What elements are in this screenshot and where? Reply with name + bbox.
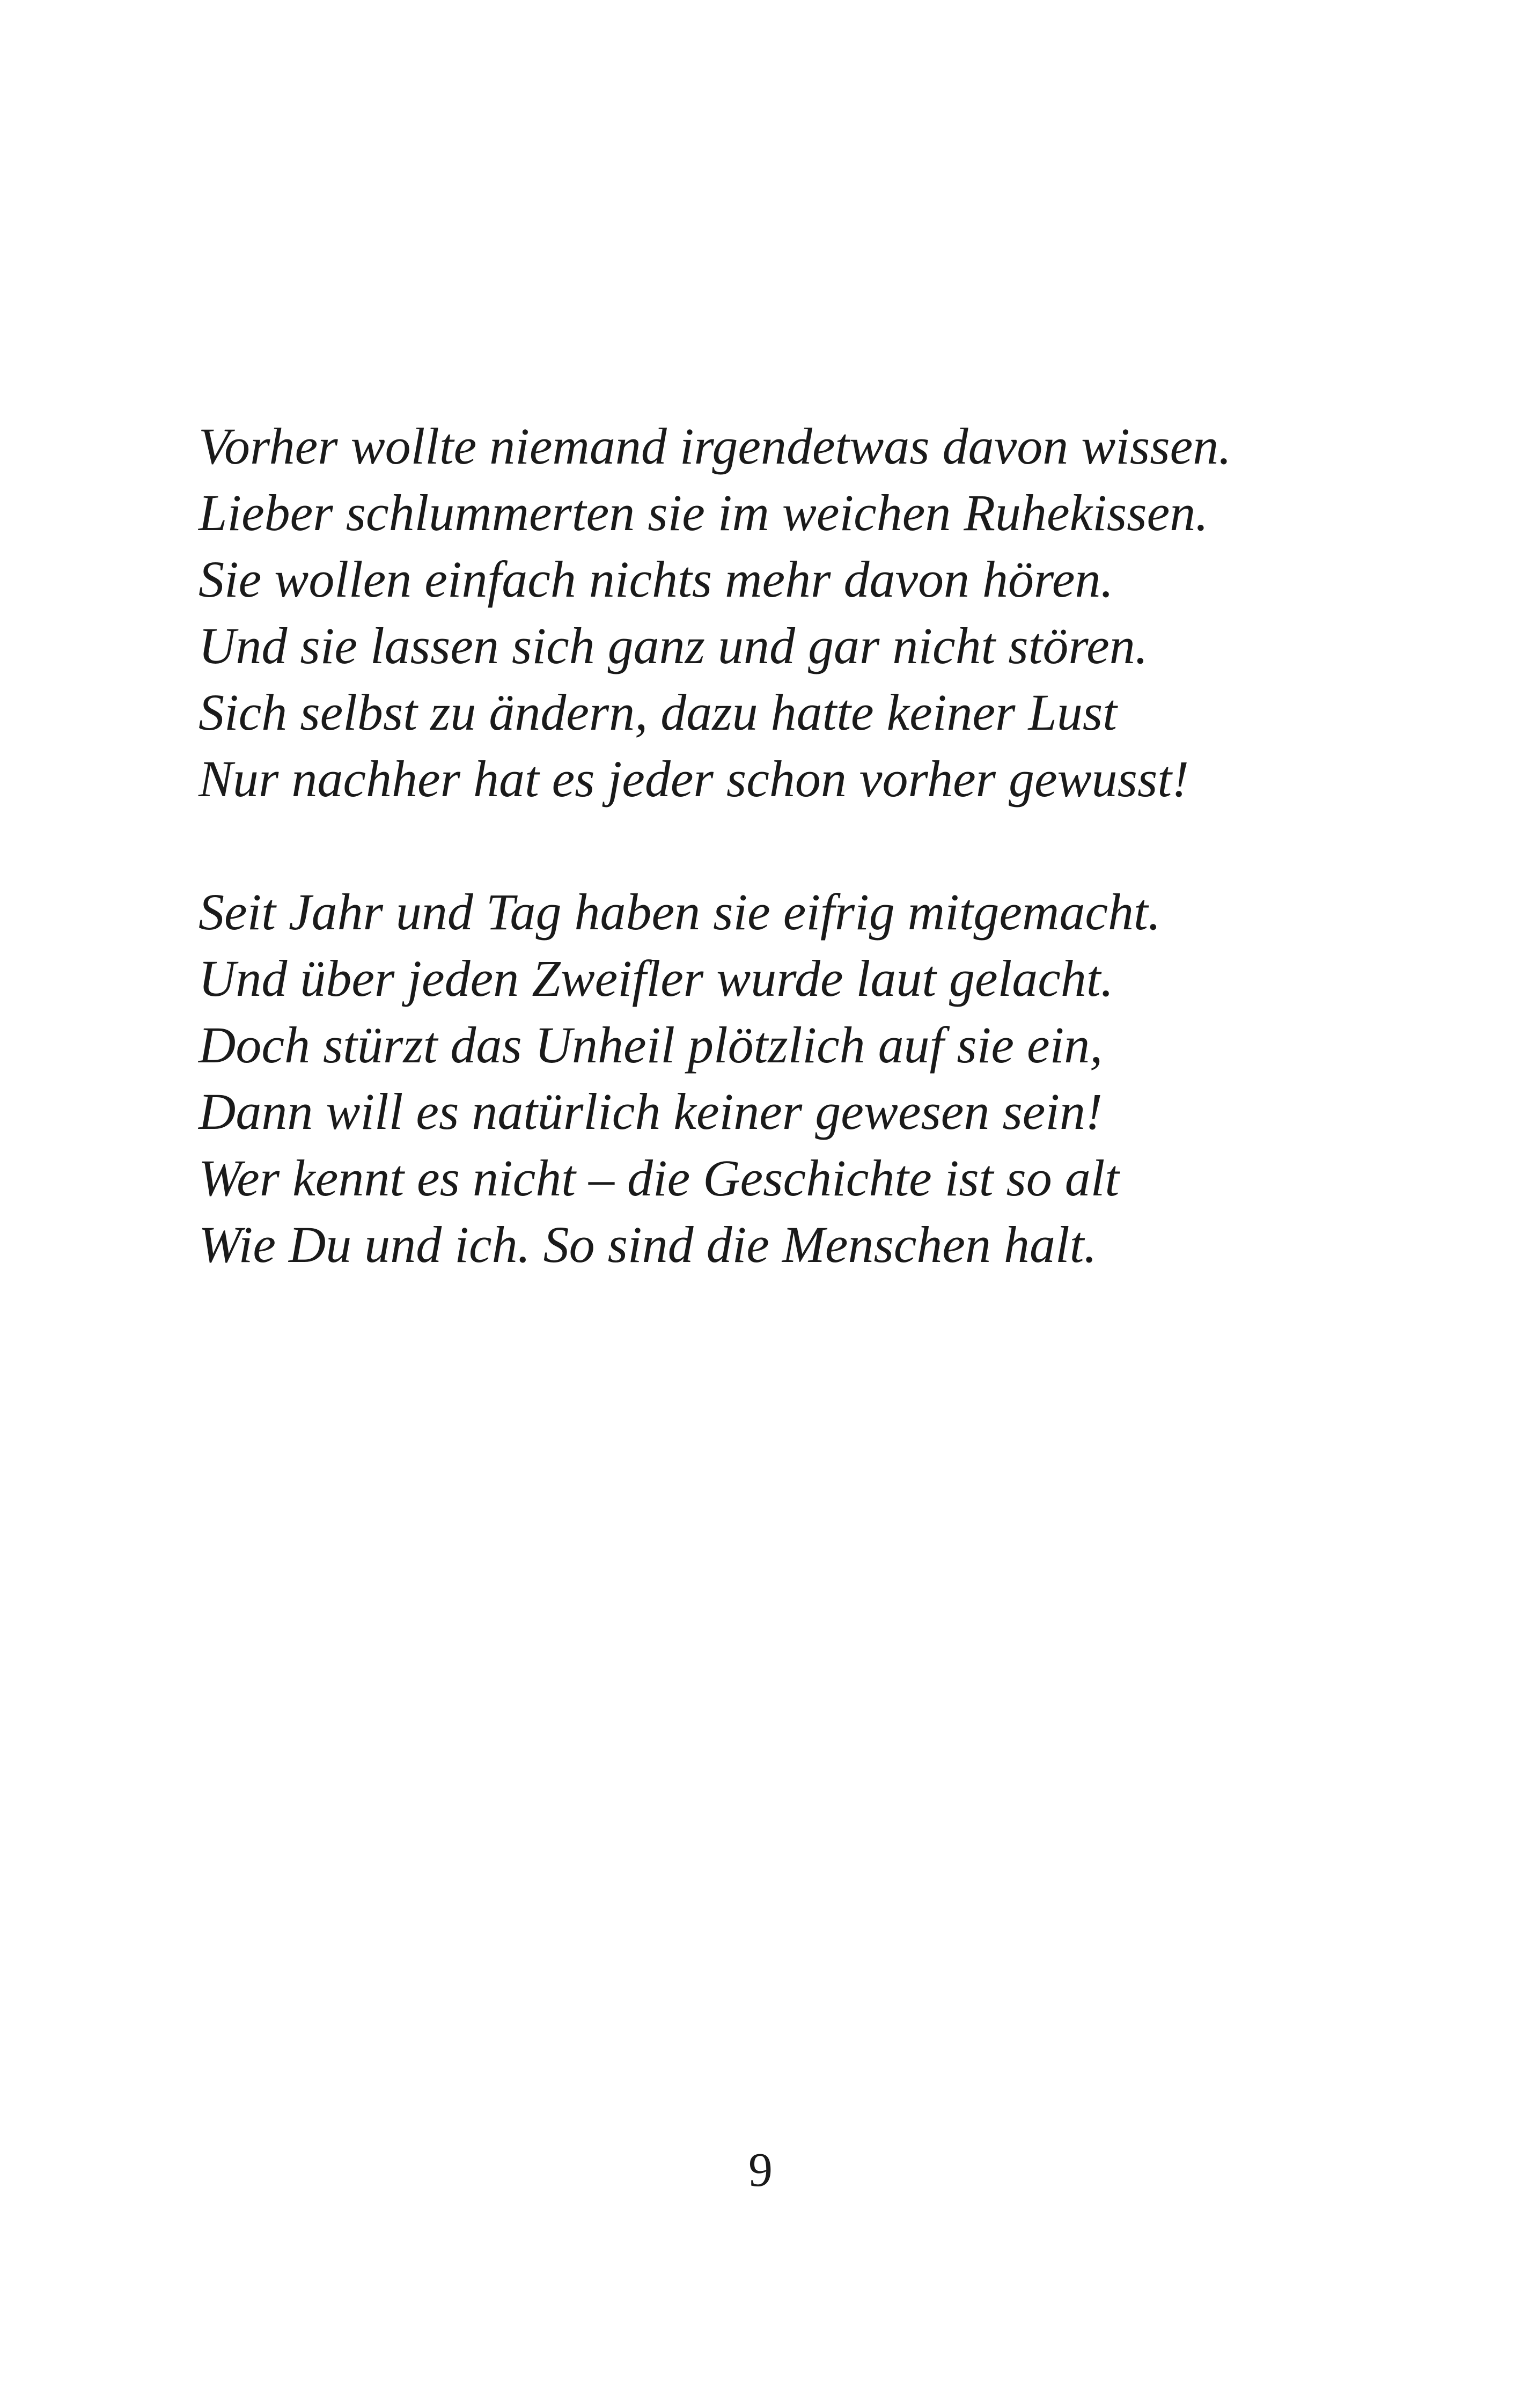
poem-line: Und sie lassen sich ganz und gar nicht stören. [199, 617, 1148, 674]
poem-line: Vorher wollte niemand irgendetwas davon wissen. [199, 417, 1232, 475]
poem-line: Sie wollen einfach nichts mehr davon hören. [199, 550, 1114, 608]
poem-line: Sich selbst zu ändern, dazu hatte keiner Lust [199, 684, 1117, 741]
stanza-1 [199, 413, 1325, 812]
poem-line: Und über jeden Zweifler wurde laut gelacht. [199, 950, 1114, 1007]
poem [199, 413, 1325, 1278]
poem-line: Lieber schlummerten sie im weichen Ruhekissen. [199, 484, 1209, 541]
stanza-2 [199, 879, 1325, 1278]
poem-line: Dann will es natürlich keiner gewesen sein! [199, 1083, 1103, 1140]
poem-line: Wie Du und ich. So sind die Menschen halt. [199, 1216, 1097, 1273]
poem-line: Wer kennt es nicht – die Geschichte ist so alt [199, 1149, 1120, 1207]
poem-line: Doch stürzt das Unheil plötzlich auf sie ein, [199, 1016, 1103, 1074]
page-number: 9 [748, 2143, 773, 2197]
poem-line: Seit Jahr und Tag haben sie eifrig mitgemacht. [199, 883, 1161, 941]
poem-line: Nur nachher hat es jeder schon vorher gewusst! [199, 750, 1189, 807]
